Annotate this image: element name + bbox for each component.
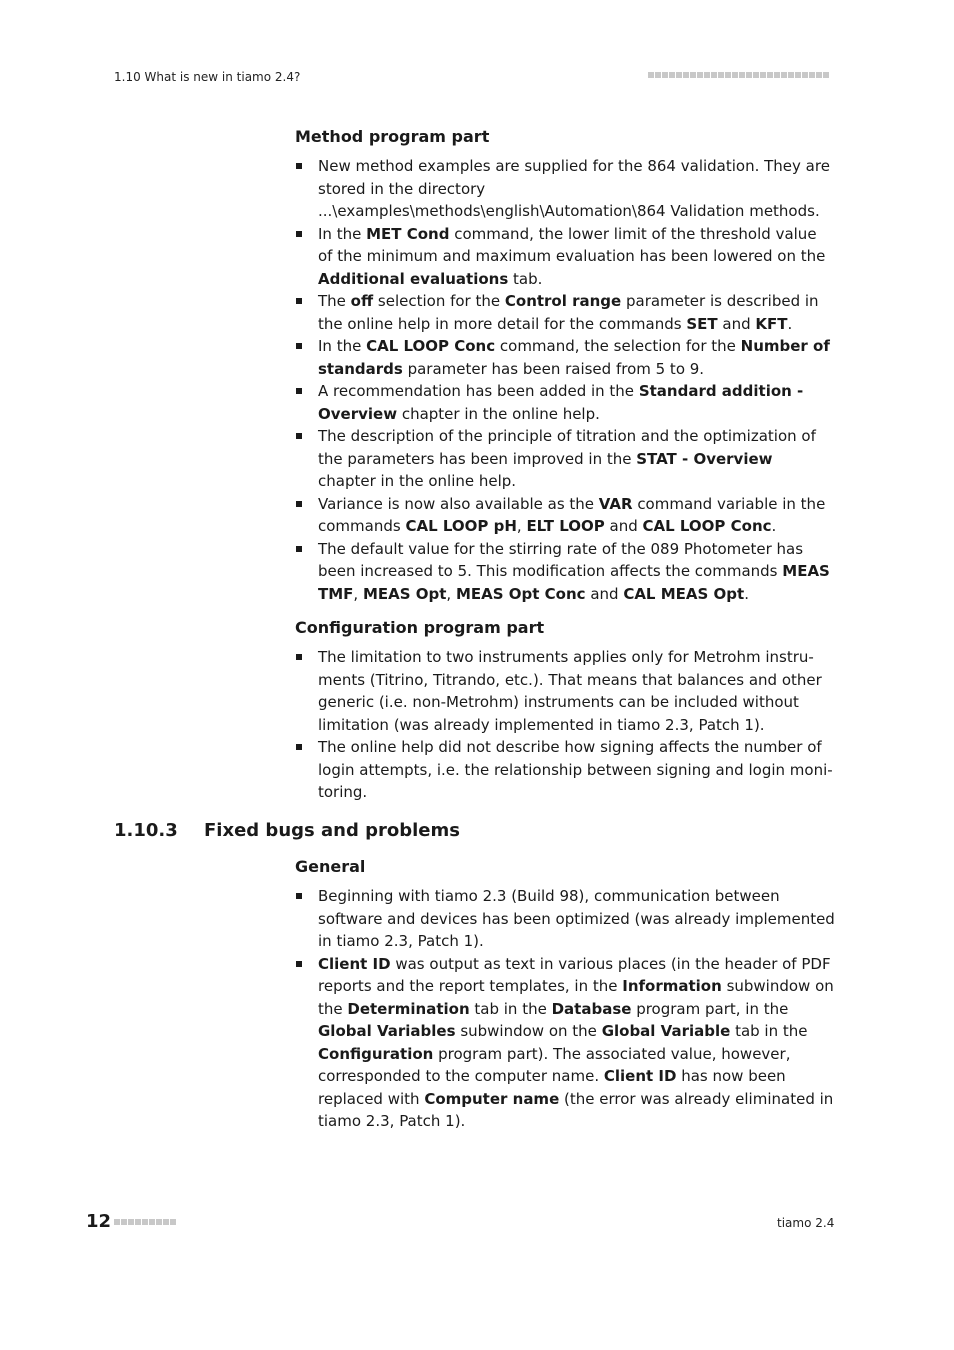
section-heading — [114, 819, 460, 843]
list-item: The limitation to two instruments applies only for Metrohm instruments (Titrino, Titrando, etc.). That means that balances and other generic (i.e. non-Metrohm) instruments can be included without limitation (was already implemented in tiamo 2.3, Patch 1). — [295, 646, 835, 736]
config-part-list — [295, 646, 835, 804]
method-part-list — [295, 155, 835, 605]
list-item: In the MET Cond command, the lower limit of the threshold value of the minimum and maximum evaluation has been lowered on the Additional evaluations tab. — [295, 223, 835, 291]
general-list — [295, 885, 835, 1133]
section-number: 1.10.3 — [114, 820, 178, 841]
list-item: A recommendation has been added in the Standard addition - Overview chapter in the online help. — [295, 380, 835, 425]
header-decoration — [648, 72, 829, 78]
page-number: 12 — [86, 1211, 112, 1232]
config-part-heading: Configuration program part — [295, 618, 545, 637]
footer-decoration — [114, 1219, 176, 1225]
fixed-bugs-content — [295, 856, 835, 1145]
footer-product: tiamo 2.4 — [777, 1216, 835, 1230]
list-item: New method examples are supplied for the 864 validation. They are stored in the directory ...\examples\methods\english\Automation\864 Validation methods. — [295, 155, 835, 223]
method-part-heading: Method program part — [295, 127, 490, 146]
list-item: The description of the principle of titration and the optimization of the parameters has been improved in the STAT - Overview chapter in the online help. — [295, 425, 835, 493]
section-title: Fixed bugs and problems — [204, 820, 460, 841]
new-features-content — [295, 126, 835, 816]
list-item: Variance is now also available as the VAR command variable in the commands CAL LOOP pH, ELT LOOP and CAL LOOP Conc. — [295, 493, 835, 538]
running-header: 1.10 What is new in tiamo 2.4? — [114, 70, 301, 84]
list-item: Beginning with tiamo 2.3 (Build 98), communication between software and devices has been optimized (was already implemented in tiamo 2.3, Patch 1). — [295, 885, 835, 953]
list-item: The default value for the stirring rate of the 089 Photometer has been increased to 5. This modification affects the commands MEAS TMF, MEAS Opt, MEAS Opt Conc and CAL MEAS Opt. — [295, 538, 835, 606]
list-item: Client ID was output as text in various places (in the header of PDF reports and the report templates, in the Information subwindow on the Determination tab in the Database program part, in the Global Variables subwindow on the Global Variable tab in the Configuration program part). The associated value, however, corresponded to the computer name. Client ID has now been replaced with Computer name (the error was already eliminated in tiamo 2.3, Patch 1). — [295, 953, 835, 1133]
general-heading: General — [295, 857, 366, 876]
list-item: The online help did not describe how signing affects the number of login attempts, i.e. the relationship between signing and login monitoring. — [295, 736, 835, 804]
list-item: In the CAL LOOP Conc command, the selection for the Number of standards parameter has been raised from 5 to 9. — [295, 335, 835, 380]
list-item: The off selection for the Control range parameter is described in the online help in more detail for the commands SET and KFT. — [295, 290, 835, 335]
